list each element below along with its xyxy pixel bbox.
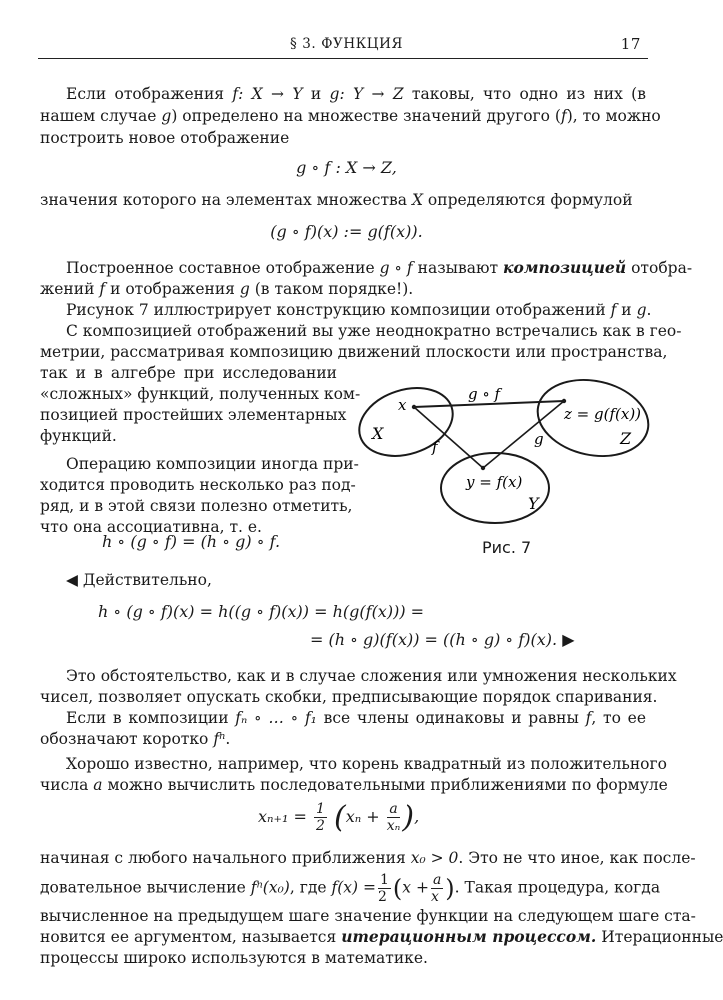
p6-line3: ряд, и в этой связи полезно отметить,	[40, 497, 353, 515]
p2-line: значения которого на элементах множества X определяются формулой	[40, 191, 633, 209]
p10-line3: вычисленное на предыдущем шаге значение функции на следующем шаге ста-	[40, 907, 696, 925]
label-g: g	[534, 430, 544, 448]
label-gf: g ∘ f	[468, 385, 501, 403]
proof-line2: = (h ∘ g)(f(x)) = ((h ∘ g) ∘ f)(x). ▶	[310, 630, 575, 649]
p8-line1: Если в композиции fₙ ∘ … ∘ f₁ все члены одинаковы и равны f, то ее	[66, 709, 646, 727]
p5-line5: позицией простейших элементарных	[40, 406, 347, 424]
label-set-Z: Z	[620, 429, 632, 448]
p10-line1: начиная с любого начального приближения x₀ > 0. Это не что иное, как после-	[40, 849, 696, 867]
p9-line1: Хорошо известно, например, что корень квадратный из положительного	[66, 755, 667, 773]
label-x: x	[398, 396, 407, 414]
p10-line4: новится ее аргументом, называется итерационным процессом. Итерационные	[40, 927, 723, 946]
p6-line4: что она ассоциативна, т. е.	[40, 518, 262, 536]
formula-associativity: h ∘ (g ∘ f) = (h ∘ g) ∘ f.	[102, 532, 281, 551]
formula-composition-value: (g ∘ f)(x) := g(f(x)).	[270, 222, 423, 241]
page-number: 17	[620, 35, 641, 53]
p6-line1: Операцию композиции иногда при-	[66, 455, 359, 473]
label-set-X: X	[372, 424, 384, 443]
formula-sqrt-iteration: xₙ₊₁ = $\frac{1}{2}$ (xₙ + $\frac{a}{\text{xₙ}}$ ),	[258, 800, 420, 835]
p9-line2: числа a можно вычислить последовательными приближениями по формуле	[40, 776, 668, 794]
figure-caption: Рис. 7	[482, 538, 532, 557]
point-x	[412, 405, 416, 409]
p7-line2: чисел, позволяет опускать скобки, предписывающие порядок спаривания.	[40, 688, 658, 706]
p5-line3: так и в алгебре при исследовании	[40, 364, 337, 382]
p6-line2: ходится проводить несколько раз под-	[40, 476, 356, 494]
set-X-ellipse	[350, 377, 461, 468]
p5-line6: функций.	[40, 427, 117, 445]
label-z: z = g(f(x))	[564, 405, 642, 423]
p8-line2: обозначают коротко fⁿ.	[40, 730, 231, 748]
p1-line3: построить новое отображение	[40, 129, 290, 147]
p10-line5: процессы широко используются в математике.	[40, 949, 428, 967]
p5-line4: «сложных» функций, полученных ком-	[40, 385, 361, 403]
proof-end-mark: ▶	[562, 630, 575, 649]
arrow-f	[414, 407, 483, 468]
p3-line2: жений f и отображения g (в таком порядке!).	[40, 280, 414, 298]
p3-line1: Построенное составное отображение g ∘ f называют композицией отобра-	[66, 258, 693, 277]
formula-composition-def: g ∘ f : X → Z,	[296, 158, 397, 177]
label-f: f	[432, 438, 438, 456]
p1-line2: нашем случае g) определено на множестве значений другого (f), то можно	[40, 107, 661, 125]
proof-start: ◀ Действительно,	[66, 571, 212, 589]
p5-line2: метрии, рассматривая композицию движений плоскости или пространства,	[40, 343, 668, 361]
figure-7-diagram	[352, 366, 652, 536]
running-header-title: § 3. ФУНКЦИЯ	[290, 36, 404, 52]
p5-line1: С композицией отображений вы уже неоднократно встречались как в гео-	[66, 322, 682, 340]
p7-line1: Это обстоятельство, как и в случае сложения или умножения нескольких	[66, 667, 677, 685]
p4-line: Рисунок 7 иллюстрирует конструкцию композиции отображений f и g.	[66, 301, 652, 319]
proof-line1: h ∘ (g ∘ f)(x) = h((g ∘ f)(x)) = h(g(f(x))) =	[98, 602, 425, 621]
label-set-Y: Y	[528, 494, 539, 513]
p1-line1: Если отображения f: X → Y и g: Y → Z таковы, что одно из них (в	[66, 85, 646, 103]
point-z	[562, 399, 566, 403]
header-rule	[38, 58, 648, 59]
label-y: y = f(x)	[466, 473, 523, 491]
p10-line2: довательное вычисление fⁿ(x₀), где f(x) = $\frac{1}{2}$ (x + $\frac{a}{x}$ ). Такая процедура, когда	[40, 872, 661, 905]
point-y	[481, 466, 485, 470]
